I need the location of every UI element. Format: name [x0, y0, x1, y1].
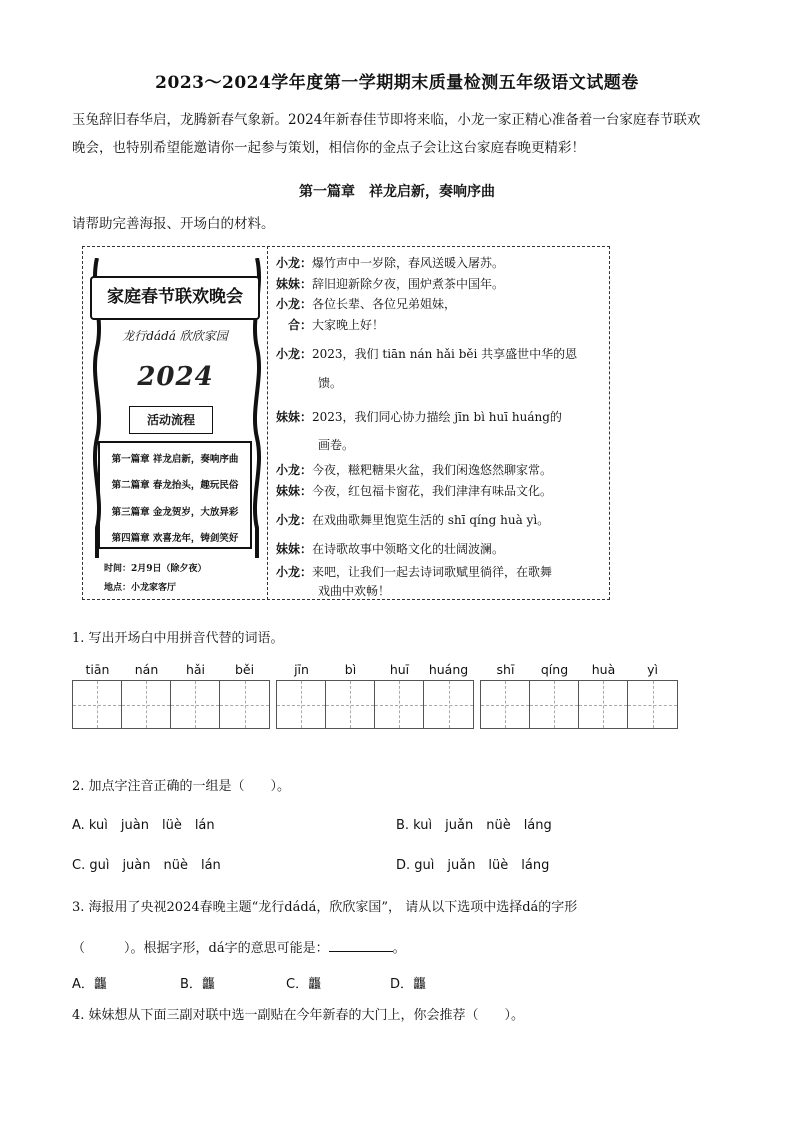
- line-text: 2023，我们同心协力描绘 jīn bì huī huáng的: [312, 410, 562, 424]
- dialogue-line: [276, 316, 384, 333]
- line-text: 辞旧迎新除夕夜，围炉煮茶中国年。: [312, 277, 505, 291]
- option-c[interactable]: C. guì juàn nüè lán: [72, 858, 221, 873]
- question-4: 4. 妹妹想从下面三副对联中选一副贴在今年新春的大门上，你会推荐（ ）。: [72, 1008, 525, 1023]
- answer-cell[interactable]: [73, 681, 122, 728]
- question-2: 2. 加点字注音正确的一组是（ ）。: [72, 779, 291, 794]
- flow-title: 活动流程: [129, 406, 213, 434]
- speaker: 小龙：: [276, 297, 313, 311]
- dialogue-line: [276, 275, 504, 292]
- dialogue-line: [276, 461, 552, 478]
- dialogue-line: [318, 374, 342, 391]
- pinyin-label: nán: [134, 662, 159, 677]
- line-text: 画卷。: [318, 438, 355, 452]
- page-title: 2023～2024学年度第一学期期末质量检测五年级语文试题卷: [155, 73, 639, 93]
- line-text: 大家晚上好！: [312, 318, 385, 332]
- q3-end: 。: [392, 941, 406, 956]
- flow-item: 第四篇章 欢喜龙年，铸剑笑好: [111, 533, 239, 544]
- line-text: 在诗歌故事中领略文化的壮阔波澜。: [312, 542, 505, 556]
- flow-item: 第一篇章 祥龙启新，奏响序曲: [111, 454, 239, 465]
- intro-line-2: 晚会，也特别希望能邀请你一起参与策划，相信你的金点子会让这台家庭春晚更精彩！: [72, 140, 585, 156]
- dialogue-line: [276, 345, 577, 362]
- answer-cell[interactable]: [628, 681, 677, 728]
- dialogue-line: [276, 482, 552, 499]
- pinyin-label: tiān: [85, 662, 110, 677]
- dialogue-line: [276, 540, 504, 557]
- answer-grid-2[interactable]: [276, 680, 474, 729]
- chapter-heading: 第一篇章 祥龙启新，奏响序曲: [299, 184, 495, 200]
- dialogue-line: [276, 295, 456, 312]
- pinyin-label: huáng: [428, 662, 469, 677]
- poster-place: 地点：小龙家客厅: [104, 583, 177, 593]
- answer-cell[interactable]: [277, 681, 326, 728]
- line-text: 在戏曲歌舞里饱览生活的 shī qíng huà yì。: [312, 513, 550, 527]
- pinyin-label: huī: [389, 662, 410, 677]
- speaker: 妹妹：: [276, 277, 313, 291]
- answer-cell[interactable]: [481, 681, 530, 728]
- speaker: 小龙：: [276, 463, 313, 477]
- dialogue-line: [318, 582, 390, 599]
- speaker: 小龙：: [276, 256, 313, 270]
- pinyin-label: huà: [591, 662, 616, 677]
- q3-option-c[interactable]: C．龘: [286, 977, 322, 992]
- option-d[interactable]: D. guì juǎn lüè láng: [396, 858, 550, 873]
- flow-item: 第二篇章 春龙抬头，趣玩民俗: [111, 480, 239, 491]
- dialogue-line: [276, 254, 504, 271]
- q3-option-a[interactable]: A．龘: [72, 977, 107, 992]
- option-a[interactable]: A. kuì juàn lüè lán: [72, 818, 215, 833]
- line-text: 来吧，让我们一起去诗词歌赋里徜徉，在歌舞: [312, 565, 553, 579]
- speaker: 妹妹：: [276, 410, 313, 424]
- line-text: 今夜，糍粑糖果火盆，我们闲逸悠然聊家常。: [312, 463, 553, 477]
- poster-slogan: 龙行dádá 欣欣家园: [122, 329, 228, 343]
- speaker: 合：: [276, 318, 313, 332]
- intro-paragraph: [72, 106, 732, 162]
- answer-cell[interactable]: [326, 681, 375, 728]
- pinyin-label: yì: [647, 662, 658, 677]
- pinyin-label: běi: [234, 662, 255, 677]
- answer-blank[interactable]: [329, 939, 393, 952]
- answer-cell[interactable]: [530, 681, 579, 728]
- line-text: 戏曲中欢畅！: [318, 584, 391, 598]
- answer-cell[interactable]: [579, 681, 628, 728]
- speaker: 妹妹：: [276, 484, 313, 498]
- q3-option-d[interactable]: D．龘: [390, 977, 427, 992]
- q3-prompt: （ ）。根据字形，dá字的意思可能是：: [72, 941, 329, 956]
- line-text: 馈。: [318, 376, 343, 390]
- flow-item: 第三篇章 金龙贺岁，大放异彩: [111, 507, 239, 518]
- answer-grid-3[interactable]: [480, 680, 678, 729]
- answer-grid-1[interactable]: [72, 680, 270, 729]
- dialogue-line: [276, 511, 549, 528]
- answer-cell[interactable]: [424, 681, 473, 728]
- line-text: 爆竹声中一岁除，春风送暖入屠苏。: [312, 256, 505, 270]
- line-text: 各位长辈、各位兄弟姐妹，: [312, 297, 457, 311]
- pinyin-label: bì: [344, 662, 357, 677]
- q3-option-b[interactable]: B．龘: [180, 977, 215, 992]
- dialogue-line: [318, 436, 354, 453]
- speaker: 小龙：: [276, 347, 313, 361]
- question-3-line-2: [72, 937, 406, 956]
- intro-line-1: 玉兔辞旧春华启，龙腾新春气象新。2024年新春佳节即将来临，小龙一家正精心准备着一台家庭春节联欢: [72, 112, 701, 128]
- dialogue-line: [276, 563, 552, 580]
- pinyin-label: qíng: [540, 662, 569, 677]
- dialogue-line: [276, 408, 562, 425]
- answer-cell[interactable]: [220, 681, 269, 728]
- question-1: 1. 写出开场白中用拼音代替的词语。: [72, 631, 284, 646]
- pinyin-label: shī: [496, 662, 515, 677]
- question-3: 3. 海报用了央视2024春晚主题“龙行dádá，欣欣家国”， 请从以下选项中选择dá的字形: [72, 900, 578, 915]
- line-text: 今夜，红包福卡窗花，我们津津有味品文化。: [312, 484, 553, 498]
- answer-cell[interactable]: [375, 681, 424, 728]
- instruction: 请帮助完善海报、开场白的材料。: [72, 216, 275, 232]
- speaker: 小龙：: [276, 513, 313, 527]
- option-b[interactable]: B. kuì juǎn nüè láng: [396, 818, 552, 833]
- pinyin-label: hǎi: [185, 662, 206, 677]
- answer-cell[interactable]: [122, 681, 171, 728]
- answer-cell[interactable]: [171, 681, 220, 728]
- poster-time: 时间：2月9日（除夕夜）: [104, 564, 207, 574]
- pinyin-label: jīn: [294, 662, 309, 677]
- speaker: 小龙：: [276, 565, 313, 579]
- poster-year: 2024: [137, 362, 214, 392]
- poster-banner: 家庭春节联欢晚会: [90, 276, 260, 320]
- speaker: 妹妹：: [276, 542, 313, 556]
- line-text: 2023，我们 tiān nán hǎi běi 共享盛世中华的恩: [312, 347, 578, 361]
